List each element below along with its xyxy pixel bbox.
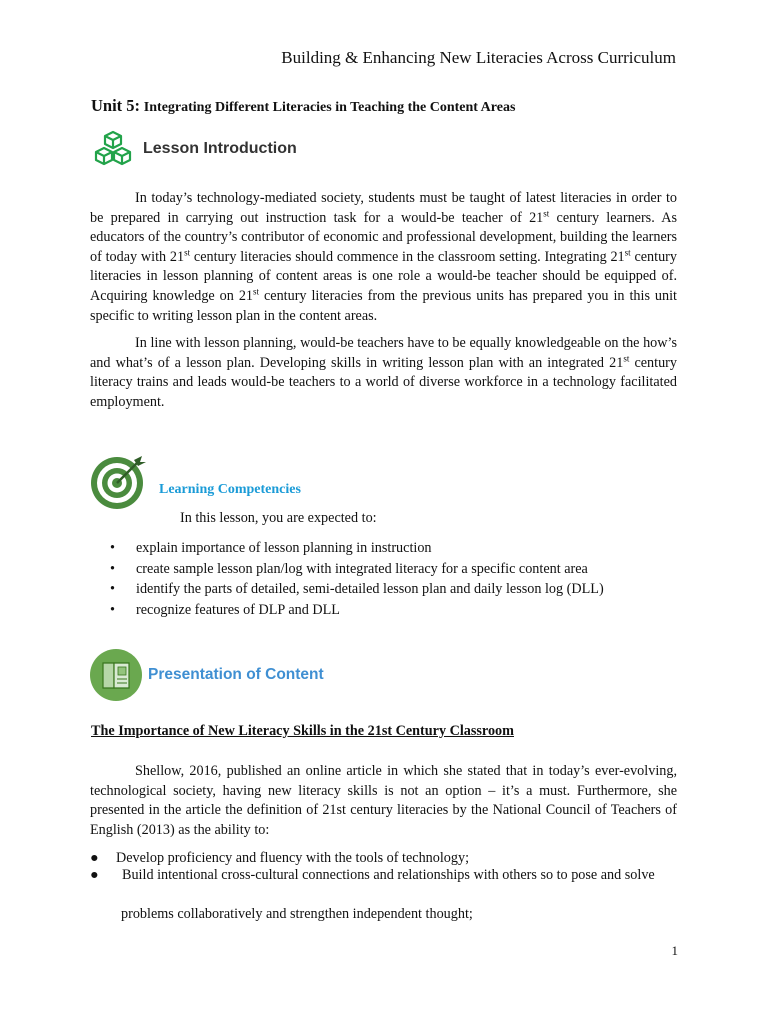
list-item: • identify the parts of detailed, semi-detailed lesson plan and daily lesson log (DLL) <box>108 579 604 600</box>
lesson-introduction-title: Lesson Introduction <box>143 140 297 157</box>
competencies-lead: In this lesson, you are expected to: <box>180 510 377 526</box>
literacy-bullet-1: ● Develop proficiency and fluency with the tools of technology; <box>90 850 470 866</box>
list-item: • recognize features of DLP and DLL <box>108 600 604 621</box>
list-item: • explain importance of lesson planning in instruction <box>108 538 604 559</box>
page-number: 1 <box>671 943 678 958</box>
unit-label: Unit 5: <box>91 96 141 115</box>
section-subheading: The Importance of New Literacy Skills in the 21st Century Classroom <box>91 723 514 739</box>
presentation-of-content-title: Presentation of Content <box>148 666 324 683</box>
learning-competencies-title: Learning Competencies <box>159 482 301 497</box>
competencies-list <box>108 538 604 620</box>
book-icon <box>89 648 143 702</box>
cubes-icon <box>92 130 134 168</box>
intro-paragraph-1: In today’s technology-mediated society, students must be taught of latest literacies in order to be prepared in carrying out instruction task for a would-be teacher of 21st century learners. As educators of the country’s contributor of economic and professional development, building the learners of today with 21st century literacies should commence in the classroom setting. Integrating 21st century literacies in lesson planning of content areas is one role a would-be teacher should be equipped of. Acquiring knowledge on 21st century literacies from the previous units has prepared you in this unit specific to writing lesson plan in the content areas. <box>90 190 677 324</box>
unit-heading <box>91 96 515 116</box>
literacy-bullet-2-continued: problems collaboratively and strengthen independent thought; <box>121 906 473 922</box>
intro-paragraph-2: In line with lesson planning, would-be teachers have to be equally knowledgeable on the how’s and what’s of a lesson plan. Developing skills in writing lesson plan with an integrated 21st century literacy trains and leads would-be teachers to a world of diverse workforce in a technology facilitated employment. <box>90 335 677 410</box>
presentation-paragraph: Shellow, 2016, published an online article in which she stated that in today’s ever-evolving, technological society, having new literacy skills is not an option – it’s a must. Furthermore, she presented in the article the definition of 21st century literacies by the National Council of Teachers of English (2013) as the ability to: <box>90 763 677 838</box>
target-icon <box>90 454 148 510</box>
literacy-bullet-2: ● Build intentional cross-cultural connections and relationships with others so to pose and solve <box>90 867 655 883</box>
list-item: • create sample lesson plan/log with integrated literacy for a specific content area <box>108 559 604 580</box>
unit-title: Integrating Different Literacies in Teaching the Content Areas <box>143 100 516 115</box>
running-header: Building & Enhancing New Literacies Across Curriculum <box>281 48 676 67</box>
